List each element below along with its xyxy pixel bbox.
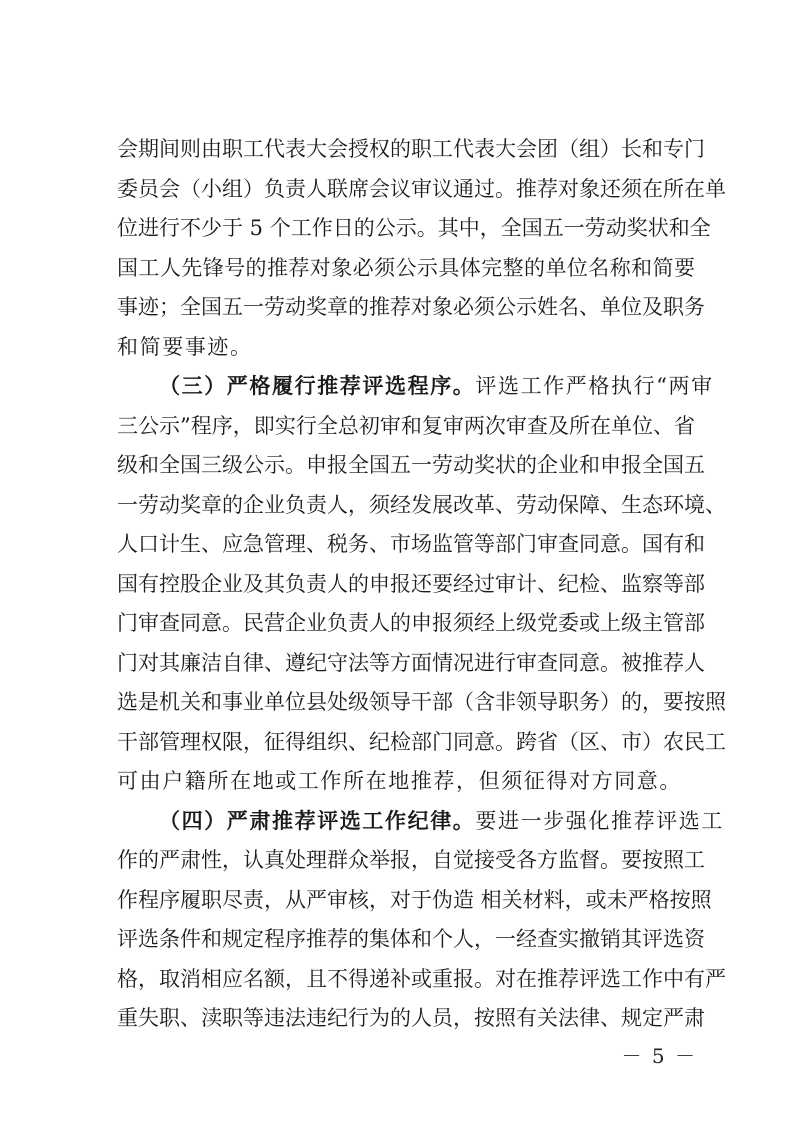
section-4-heading: （四）严肃推荐评选工作纪律。 [159, 808, 476, 833]
text-line: 作程序履职尽责，从严审核，对于伪造 相关材料，或未严格按照 [117, 887, 712, 912]
text-line: 三公示”程序，即实行全总初审和复审两次审查及所在单位、省 [117, 413, 695, 438]
text-line: 选是机关和事业单位县处级领导干部（含非领导职务）的，要按照 [117, 690, 726, 714]
section-3-heading: （三）严格履行推荐评选程序。 [159, 374, 476, 398]
text-line: 位进行不少于 5 个工作日的公示。其中，全国五一劳动奖状和全 [117, 216, 711, 240]
section-4-first-line [117, 802, 725, 842]
text-line: 事迹；全国五一劳动奖章的推荐对象必须公示姓名、单位及职务 [117, 295, 705, 319]
text-line: 和简要事迹。 [117, 334, 253, 359]
text-line: 门对其廉洁自律、遵纪守法等方面情况进行审查同意。被推荐人 [117, 650, 705, 675]
text-line: 可由户籍所在地或工作所在地推荐，但须征得对方同意。 [117, 769, 682, 793]
page-number: － 5 － [621, 1044, 697, 1068]
text-line: 一劳动奖章的企业负责人，须经发展改革、劳动保障、生态环境、 [117, 492, 726, 517]
section-4-first-line-text: 要进一步强化推荐评选工 [475, 808, 725, 833]
text-line: 国工人先锋号的推荐对象必须公示具体完整的单位名称和简要 [117, 255, 695, 280]
text-line: 会期间则由职工代表大会授权的职工代表大会团（组）长和专门 [117, 137, 705, 161]
text-line: 格，取消相应名额，且不得递补或重报。对在推荐评选工作中有严 [117, 966, 726, 991]
text-line: 国有控股企业及其负责人的申报还要经过审计、纪检、监察等部 [117, 571, 705, 596]
body-text [117, 130, 726, 1039]
text-line: 门审查同意。民营企业负责人的申报须经上级党委或上级主管部 [117, 611, 705, 635]
text-line: 级和全国三级公示。申报全国五一劳动奖状的企业和申报全国五 [117, 453, 705, 477]
text-line: 干部管理权限，征得组织、纪检部门同意。跨省（区、市）农民工 [117, 729, 726, 754]
text-line: 作的严肃性，认真处理群众举报，自觉接受各方监督。要按照工 [117, 848, 705, 872]
text-line: 人口计生、应急管理、税务、市场监管等部门审查同意。国有和 [117, 532, 705, 556]
text-line: 重失职、渎职等违法违纪行为的人员，按照有关法律、规定严肃 [117, 1006, 705, 1030]
text-line: 评选条件和规定程序推荐的集体和个人，一经查实撤销其评选资 [117, 927, 705, 951]
text-line: 委员会（小组）负责人联席会议审议通过。推荐对象还须在所在单 [117, 176, 726, 201]
section-3-first-line-text: 评选工作严格执行“两审 [475, 374, 714, 398]
section-3-first-line [117, 367, 714, 407]
